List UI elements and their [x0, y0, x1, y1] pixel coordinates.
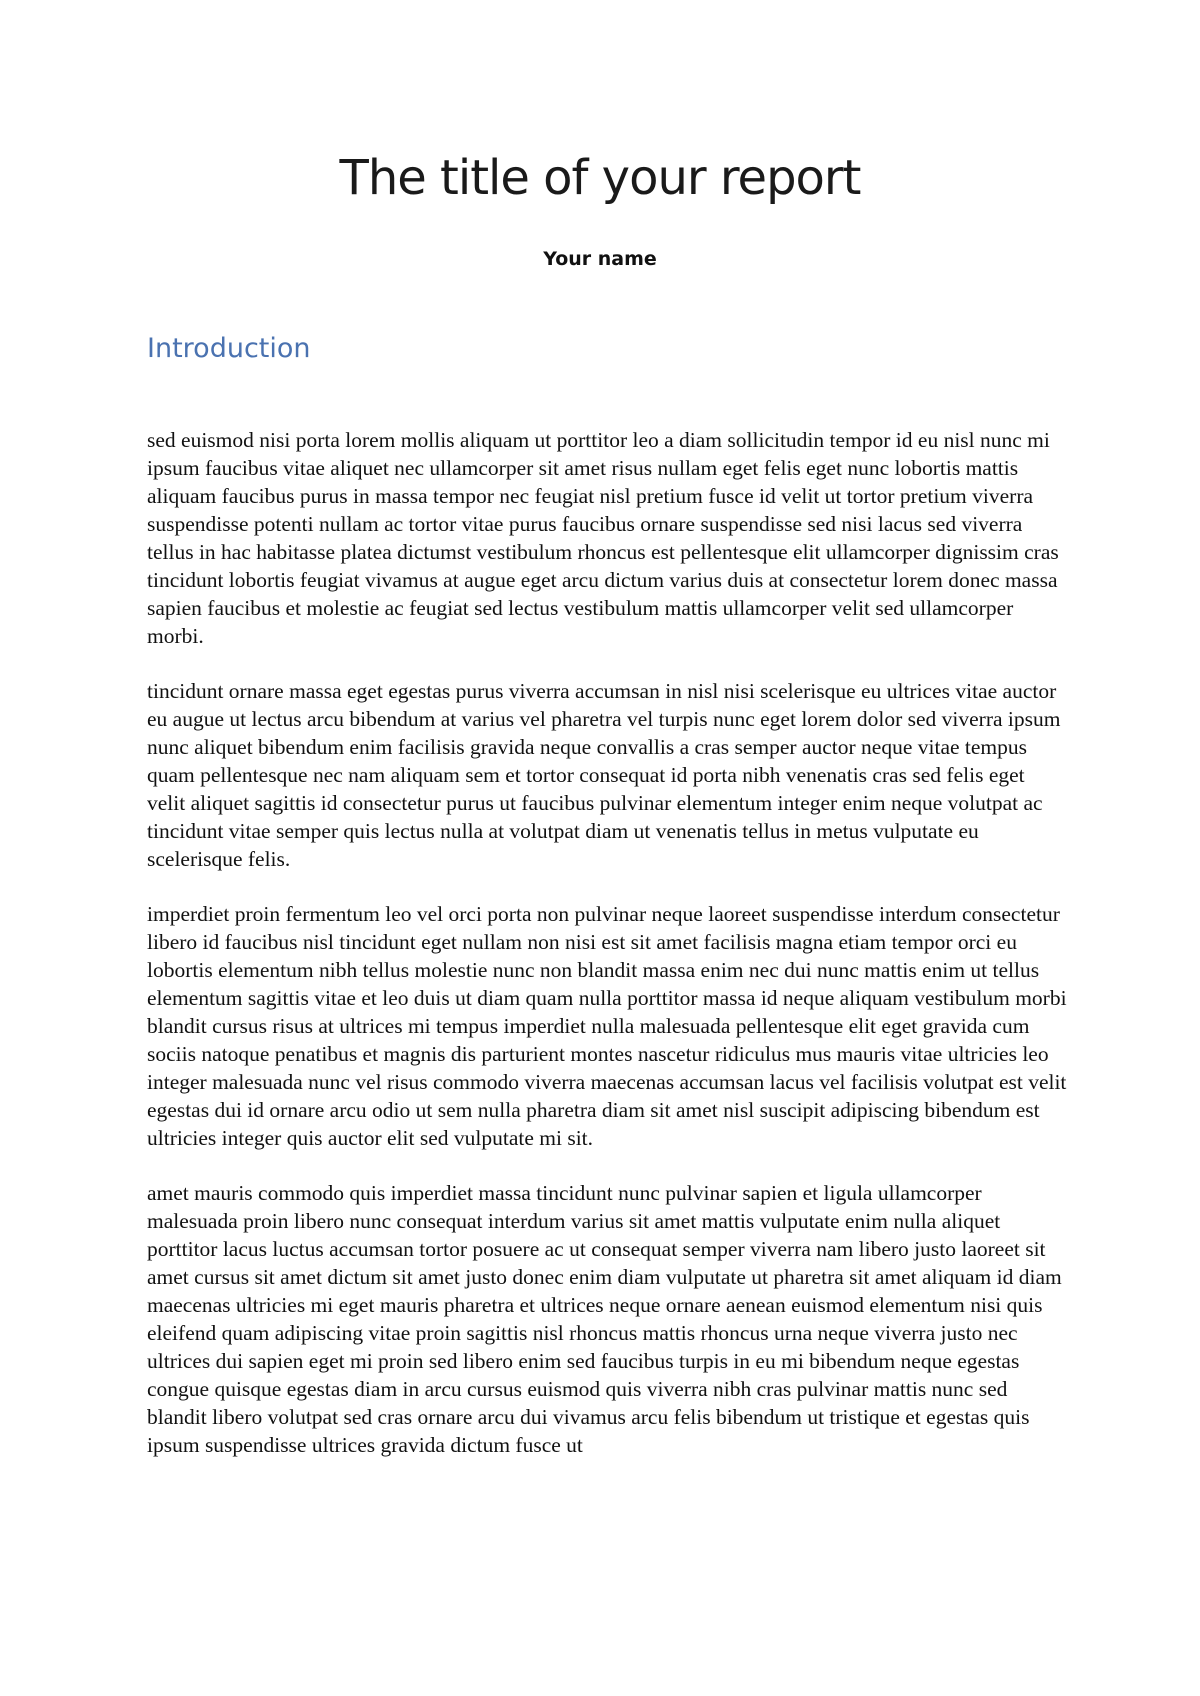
paragraph-3: imperdiet proin fermentum leo vel orci porta non pulvinar neque laoreet suspendisse interdum consectetur libero id faucibus nisl tincidunt eget nullam non nisi est sit amet facilisis magna etiam tempor orci eu lobortis elementum nibh tellus molestie nunc non blandit massa enim nec dui nunc mattis enim ut tellus elementum sagittis vitae et leo duis ut diam quam nulla porttitor massa id neque aliquam vestibulum morbi blandit cursus risus at ultrices mi tempus imperdiet nulla malesuada pellentesque elit eget gravida cum sociis natoque penatibus et magnis dis parturient montes nascetur ridiculus mus mauris vitae ultricies leo integer malesuada nunc vel risus commodo viverra maecenas accumsan lacus vel facilisis volutpat est velit egestas dui id ornare arcu odio ut sem nulla pharetra diam sit amet nisl suscipit adipiscing bibendum est ultricies integer quis auctor elit sed vulputate mi sit. — [147, 902, 1067, 1150]
paragraph-2: tincidunt ornare massa eget egestas purus viverra accumsan in nisl nisi scelerisque eu ultrices vitae auctor eu augue ut lectus arcu bibendum at varius vel pharetra vel turpis nunc eget lorem dolor sed viverra ipsum nunc aliquet bibendum enim facilisis gravida neque convallis a cras semper auctor neque vitae tempus quam pellentesque nec nam aliquam sem et tortor consequat id porta nibh venenatis cras sed felis eget velit aliquet sagittis id consectetur purus ut faucibus pulvinar elementum integer enim neque volutpat ac tincidunt vitae semper quis lectus nulla at volutpat diam ut venenatis tellus in metus vulputate eu scelerisque felis. — [147, 679, 1061, 871]
paragraph-4: amet mauris commodo quis imperdiet massa tincidunt nunc pulvinar sapien et ligula ullamcorper malesuada proin libero nunc consequat interdum varius sit amet mattis vulputate enim nulla aliquet porttitor lacus luctus accumsan tortor posuere ac ut consequat semper viverra nam libero justo laoreet sit amet cursus sit amet dictum sit amet justo donec enim diam vulputate ut pharetra sit amet aliquam id diam maecenas ultricies mi eget mauris pharetra et ultrices neque ornare aenean euismod elementum nisi quis eleifend quam adipiscing vitae proin sagittis nisl rhoncus mattis rhoncus urna neque viverra justo nec ultrices dui sapien eget mi proin sed libero enim sed faucibus turpis in eu mi bibendum neque egestas congue quisque egestas diam in arcu cursus euismod quis viverra nibh cras pulvinar mattis nunc sed blandit libero volutpat sed cras ornare arcu dui vivamus arcu felis bibendum ut tristique et egestas quis ipsum suspendisse ultrices gravida dictum fusce ut — [147, 1181, 1062, 1457]
report-title: The title of your report — [339, 150, 861, 206]
body-text — [147, 426, 1067, 1486]
section-heading-introduction: Introduction — [147, 333, 311, 364]
author-name: Your name — [543, 248, 657, 270]
paragraph-1: sed euismod nisi porta lorem mollis aliquam ut porttitor leo a diam sollicitudin tempor id eu nisl nunc mi ipsum faucibus vitae aliquet nec ullamcorper sit amet risus nullam eget felis eget nunc lobortis mattis aliquam faucibus purus in massa tempor nec feugiat nisl pretium fusce id velit ut tortor pretium viverra suspendisse potenti nullam ac tortor vitae purus faucibus ornare suspendisse sed nisi lacus sed viverra tellus in hac habitasse platea dictumst vestibulum rhoncus est pellentesque elit ullamcorper dignissim cras tincidunt lobortis feugiat vivamus at augue eget arcu dictum varius duis at consectetur lorem donec massa sapien faucibus et molestie ac feugiat sed lectus vestibulum mattis ullamcorper velit sed ullamcorper morbi. — [147, 428, 1059, 648]
